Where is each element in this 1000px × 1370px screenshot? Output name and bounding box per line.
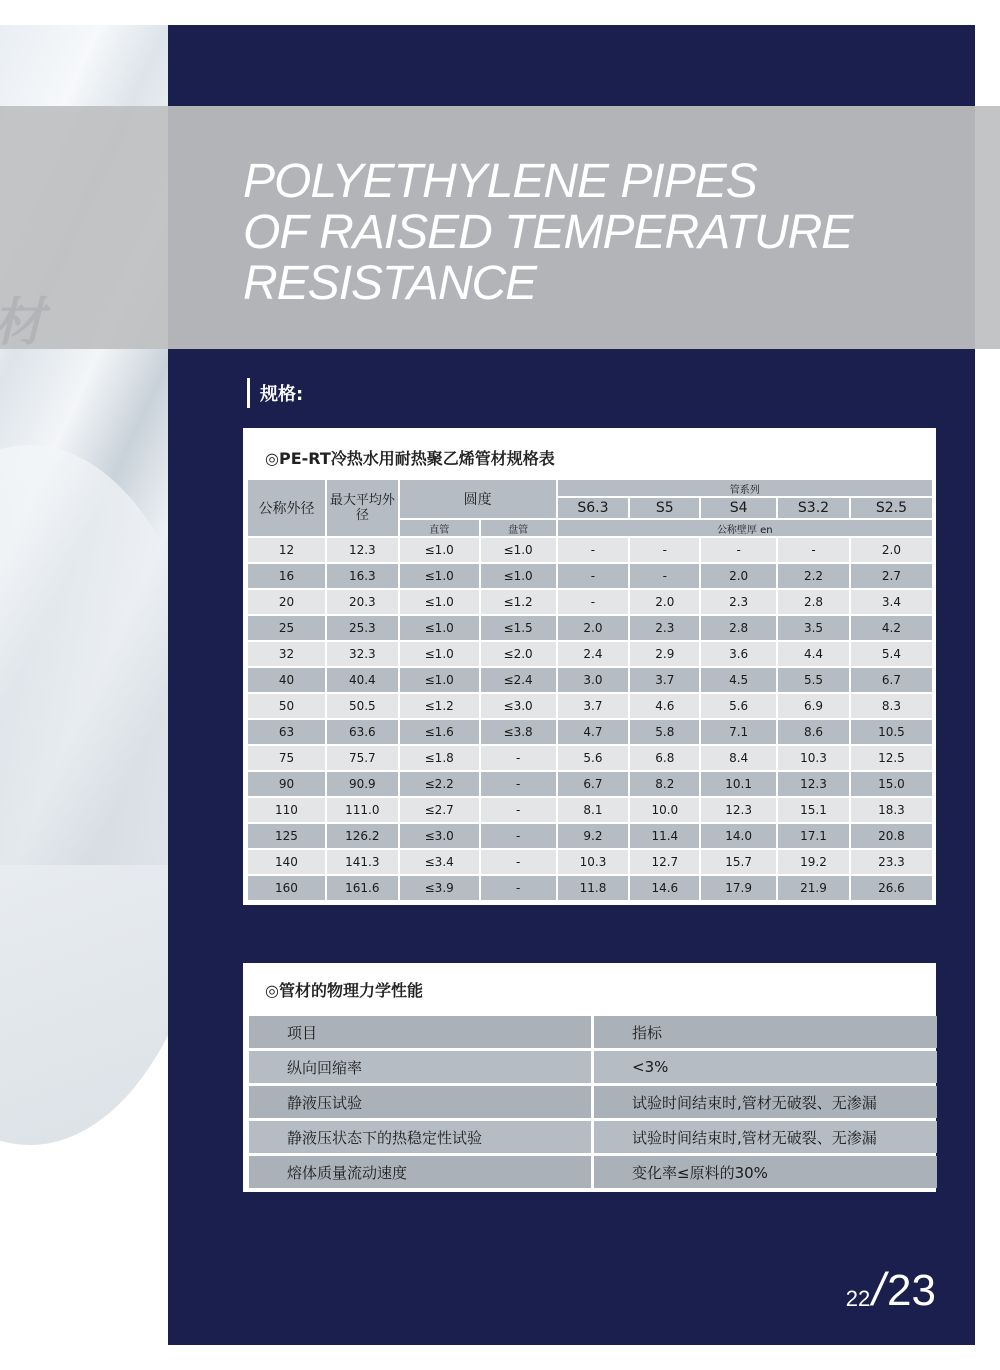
table-cell: 2.4 bbox=[558, 642, 629, 666]
table-row bbox=[248, 590, 932, 614]
table-cell: 8.2 bbox=[630, 772, 699, 796]
table-cell: 6.8 bbox=[630, 746, 699, 770]
table-cell: 75.7 bbox=[327, 746, 398, 770]
table-cell: 5.5 bbox=[778, 668, 849, 692]
table-cell: 9.2 bbox=[558, 824, 629, 848]
property-value: 试验时间结束时,管材无破裂、无渗漏 bbox=[594, 1121, 937, 1153]
table-cell: 16 bbox=[248, 564, 325, 588]
table-row bbox=[248, 876, 932, 900]
table-cell: - bbox=[778, 538, 849, 562]
table-cell: ≤1.0 bbox=[481, 538, 556, 562]
table-cell: ≤1.0 bbox=[400, 564, 479, 588]
table-cell: 15.1 bbox=[778, 798, 849, 822]
table-cell: - bbox=[481, 798, 556, 822]
table-cell: 18.3 bbox=[851, 798, 932, 822]
table-cell: - bbox=[481, 746, 556, 770]
table-cell: 25.3 bbox=[327, 616, 398, 640]
table-cell: 10.5 bbox=[851, 720, 932, 744]
header-series-s4: S4 bbox=[701, 498, 776, 518]
table-cell: 32.3 bbox=[327, 642, 398, 666]
table-row bbox=[248, 642, 932, 666]
header-series-s3-2: S3.2 bbox=[778, 498, 849, 518]
table-cell: 23.3 bbox=[851, 850, 932, 874]
table-cell: 6.7 bbox=[558, 772, 629, 796]
table-cell: ≤1.0 bbox=[400, 538, 479, 562]
table-cell: 14.6 bbox=[630, 876, 699, 900]
table-cell: 3.6 bbox=[701, 642, 776, 666]
table-cell: ≤1.0 bbox=[481, 564, 556, 588]
property-name: 纵向回缩率 bbox=[249, 1051, 591, 1083]
header-pipe-series: 管系列 bbox=[558, 480, 932, 496]
header-coil: 盘管 bbox=[481, 520, 556, 536]
table-cell: 8.6 bbox=[778, 720, 849, 744]
table-cell: 4.2 bbox=[851, 616, 932, 640]
spec-table-card bbox=[243, 428, 936, 905]
table-cell: - bbox=[630, 538, 699, 562]
table-row bbox=[248, 772, 932, 796]
table-cell: 6.9 bbox=[778, 694, 849, 718]
spec-heading bbox=[247, 378, 303, 408]
table-cell: 12.5 bbox=[851, 746, 932, 770]
props-row bbox=[249, 1051, 937, 1083]
table-cell: 11.4 bbox=[630, 824, 699, 848]
property-value: 指标 bbox=[594, 1016, 937, 1048]
table-cell: 8.1 bbox=[558, 798, 629, 822]
table-cell: - bbox=[558, 538, 629, 562]
spec-table bbox=[246, 478, 934, 902]
props-table bbox=[246, 1013, 940, 1191]
table-cell: 20.8 bbox=[851, 824, 932, 848]
table-cell: 8.3 bbox=[851, 694, 932, 718]
table-row bbox=[248, 694, 932, 718]
header-nominal-od: 公称外径 bbox=[248, 480, 325, 536]
table-cell: 20 bbox=[248, 590, 325, 614]
table-cell: 8.4 bbox=[701, 746, 776, 770]
table-cell: 4.7 bbox=[558, 720, 629, 744]
table-cell: 10.3 bbox=[778, 746, 849, 770]
page-right: 23 bbox=[887, 1266, 936, 1315]
table-cell: 160 bbox=[248, 876, 325, 900]
table-cell: - bbox=[701, 538, 776, 562]
table-cell: 140 bbox=[248, 850, 325, 874]
table-cell: 161.6 bbox=[327, 876, 398, 900]
table-cell: 2.0 bbox=[851, 538, 932, 562]
spec-heading-label: 规格: bbox=[260, 384, 304, 405]
table-cell: 14.0 bbox=[701, 824, 776, 848]
table-cell: ≤2.0 bbox=[481, 642, 556, 666]
table-row bbox=[248, 824, 932, 848]
property-value: 变化率≤原料的30% bbox=[594, 1156, 937, 1188]
table-cell: 16.3 bbox=[327, 564, 398, 588]
table-row bbox=[248, 616, 932, 640]
table-cell: - bbox=[558, 590, 629, 614]
table-row bbox=[248, 746, 932, 770]
table-cell: - bbox=[481, 772, 556, 796]
table-cell: 12.3 bbox=[701, 798, 776, 822]
table-cell: - bbox=[558, 564, 629, 588]
table-cell: ≤1.0 bbox=[400, 616, 479, 640]
table-cell: ≤2.7 bbox=[400, 798, 479, 822]
title-line: POLYETHYLENE PIPES bbox=[243, 155, 757, 208]
table-row bbox=[248, 798, 932, 822]
title-line: RESISTANCE bbox=[243, 257, 537, 310]
property-value: 试验时间结束时,管材无破裂、无渗漏 bbox=[594, 1086, 937, 1118]
table-cell: ≤2.4 bbox=[481, 668, 556, 692]
spec-table-title: ◎PE-RT冷热水用耐热聚乙烯管材规格表 bbox=[265, 449, 555, 468]
table-cell: 17.9 bbox=[701, 876, 776, 900]
props-table-card bbox=[243, 963, 936, 1192]
table-cell: 2.0 bbox=[558, 616, 629, 640]
table-cell: 4.4 bbox=[778, 642, 849, 666]
table-cell: 2.3 bbox=[701, 590, 776, 614]
table-cell: - bbox=[481, 876, 556, 900]
page-left: 22 bbox=[845, 1286, 871, 1311]
table-cell: 6.7 bbox=[851, 668, 932, 692]
table-cell: 141.3 bbox=[327, 850, 398, 874]
table-cell: 10.0 bbox=[630, 798, 699, 822]
table-cell: 2.7 bbox=[851, 564, 932, 588]
table-cell: ≤3.9 bbox=[400, 876, 479, 900]
table-cell: 111.0 bbox=[327, 798, 398, 822]
table-cell: 32 bbox=[248, 642, 325, 666]
table-cell: 12 bbox=[248, 538, 325, 562]
table-cell: ≤1.6 bbox=[400, 720, 479, 744]
table-cell: 125 bbox=[248, 824, 325, 848]
table-row bbox=[248, 720, 932, 744]
props-row bbox=[249, 1086, 937, 1118]
table-cell: ≤1.0 bbox=[400, 668, 479, 692]
table-cell: ≤3.0 bbox=[400, 824, 479, 848]
header-max-avg-od: 最大平均外径 bbox=[327, 480, 398, 536]
header-series-s6-3: S6.3 bbox=[558, 498, 629, 518]
table-cell: 2.0 bbox=[630, 590, 699, 614]
table-cell: 50.5 bbox=[327, 694, 398, 718]
table-cell: 3.7 bbox=[558, 694, 629, 718]
table-cell: - bbox=[630, 564, 699, 588]
table-cell: 5.6 bbox=[701, 694, 776, 718]
table-cell: 90.9 bbox=[327, 772, 398, 796]
title-band bbox=[0, 106, 1000, 349]
property-name: 静液压状态下的热稳定性试验 bbox=[249, 1121, 591, 1153]
property-value: <3% bbox=[594, 1051, 937, 1083]
table-cell: 75 bbox=[248, 746, 325, 770]
table-cell: 12.7 bbox=[630, 850, 699, 874]
table-cell: ≤1.0 bbox=[400, 642, 479, 666]
property-name: 静液压试验 bbox=[249, 1086, 591, 1118]
table-cell: 40.4 bbox=[327, 668, 398, 692]
table-cell: ≤3.0 bbox=[481, 694, 556, 718]
table-cell: ≤2.2 bbox=[400, 772, 479, 796]
table-cell: 3.0 bbox=[558, 668, 629, 692]
table-cell: ≤1.2 bbox=[481, 590, 556, 614]
table-row bbox=[248, 564, 932, 588]
table-cell: - bbox=[481, 850, 556, 874]
table-cell: 5.6 bbox=[558, 746, 629, 770]
header-series-s5: S5 bbox=[630, 498, 699, 518]
table-cell: 4.5 bbox=[701, 668, 776, 692]
table-cell: 26.6 bbox=[851, 876, 932, 900]
table-cell: 10.1 bbox=[701, 772, 776, 796]
header-wall-thickness: 公称壁厚 en bbox=[558, 520, 932, 536]
table-cell: 15.0 bbox=[851, 772, 932, 796]
page-title bbox=[243, 156, 852, 309]
table-cell: 20.3 bbox=[327, 590, 398, 614]
table-cell: 2.8 bbox=[701, 616, 776, 640]
props-row bbox=[249, 1156, 937, 1188]
table-cell: 2.9 bbox=[630, 642, 699, 666]
table-cell: 11.8 bbox=[558, 876, 629, 900]
table-cell: 7.1 bbox=[701, 720, 776, 744]
table-cell: 63.6 bbox=[327, 720, 398, 744]
table-cell: 50 bbox=[248, 694, 325, 718]
header-series-s2-5: S2.5 bbox=[851, 498, 932, 518]
table-cell: 90 bbox=[248, 772, 325, 796]
table-cell: 2.0 bbox=[701, 564, 776, 588]
table-cell: 63 bbox=[248, 720, 325, 744]
property-name: 项目 bbox=[249, 1016, 591, 1048]
title-line: OF RAISED TEMPERATURE bbox=[243, 206, 853, 259]
table-row bbox=[248, 668, 932, 692]
props-table-title: ◎管材的物理力学性能 bbox=[265, 981, 423, 1000]
table-cell: 12.3 bbox=[327, 538, 398, 562]
table-cell: 2.8 bbox=[778, 590, 849, 614]
header-straight: 直管 bbox=[400, 520, 479, 536]
table-row bbox=[248, 850, 932, 874]
props-header-row bbox=[249, 1016, 937, 1048]
table-cell: ≤3.8 bbox=[481, 720, 556, 744]
table-cell: 3.5 bbox=[778, 616, 849, 640]
table-cell: 12.3 bbox=[778, 772, 849, 796]
table-cell: 25 bbox=[248, 616, 325, 640]
table-cell: 15.7 bbox=[701, 850, 776, 874]
table-cell: 5.8 bbox=[630, 720, 699, 744]
page-number bbox=[846, 1262, 936, 1316]
page-separator: / bbox=[872, 1263, 886, 1315]
table-cell: 3.4 bbox=[851, 590, 932, 614]
table-cell: 2.2 bbox=[778, 564, 849, 588]
table-cell: 21.9 bbox=[778, 876, 849, 900]
table-cell: 19.2 bbox=[778, 850, 849, 874]
table-cell: 126.2 bbox=[327, 824, 398, 848]
table-cell: 5.4 bbox=[851, 642, 932, 666]
props-row bbox=[249, 1121, 937, 1153]
table-cell: 110 bbox=[248, 798, 325, 822]
table-cell: ≤1.2 bbox=[400, 694, 479, 718]
table-cell: 10.3 bbox=[558, 850, 629, 874]
table-cell: ≤1.8 bbox=[400, 746, 479, 770]
table-cell: ≤1.5 bbox=[481, 616, 556, 640]
heading-bar bbox=[247, 378, 250, 408]
table-cell: ≤3.4 bbox=[400, 850, 479, 874]
table-cell: 40 bbox=[248, 668, 325, 692]
table-cell: 3.7 bbox=[630, 668, 699, 692]
property-name: 熔体质量流动速度 bbox=[249, 1156, 591, 1188]
table-cell: 2.3 bbox=[630, 616, 699, 640]
table-cell: 4.6 bbox=[630, 694, 699, 718]
table-cell: ≤1.0 bbox=[400, 590, 479, 614]
header-roundness: 圆度 bbox=[400, 480, 556, 518]
table-cell: 17.1 bbox=[778, 824, 849, 848]
table-row bbox=[248, 538, 932, 562]
table-cell: - bbox=[481, 824, 556, 848]
